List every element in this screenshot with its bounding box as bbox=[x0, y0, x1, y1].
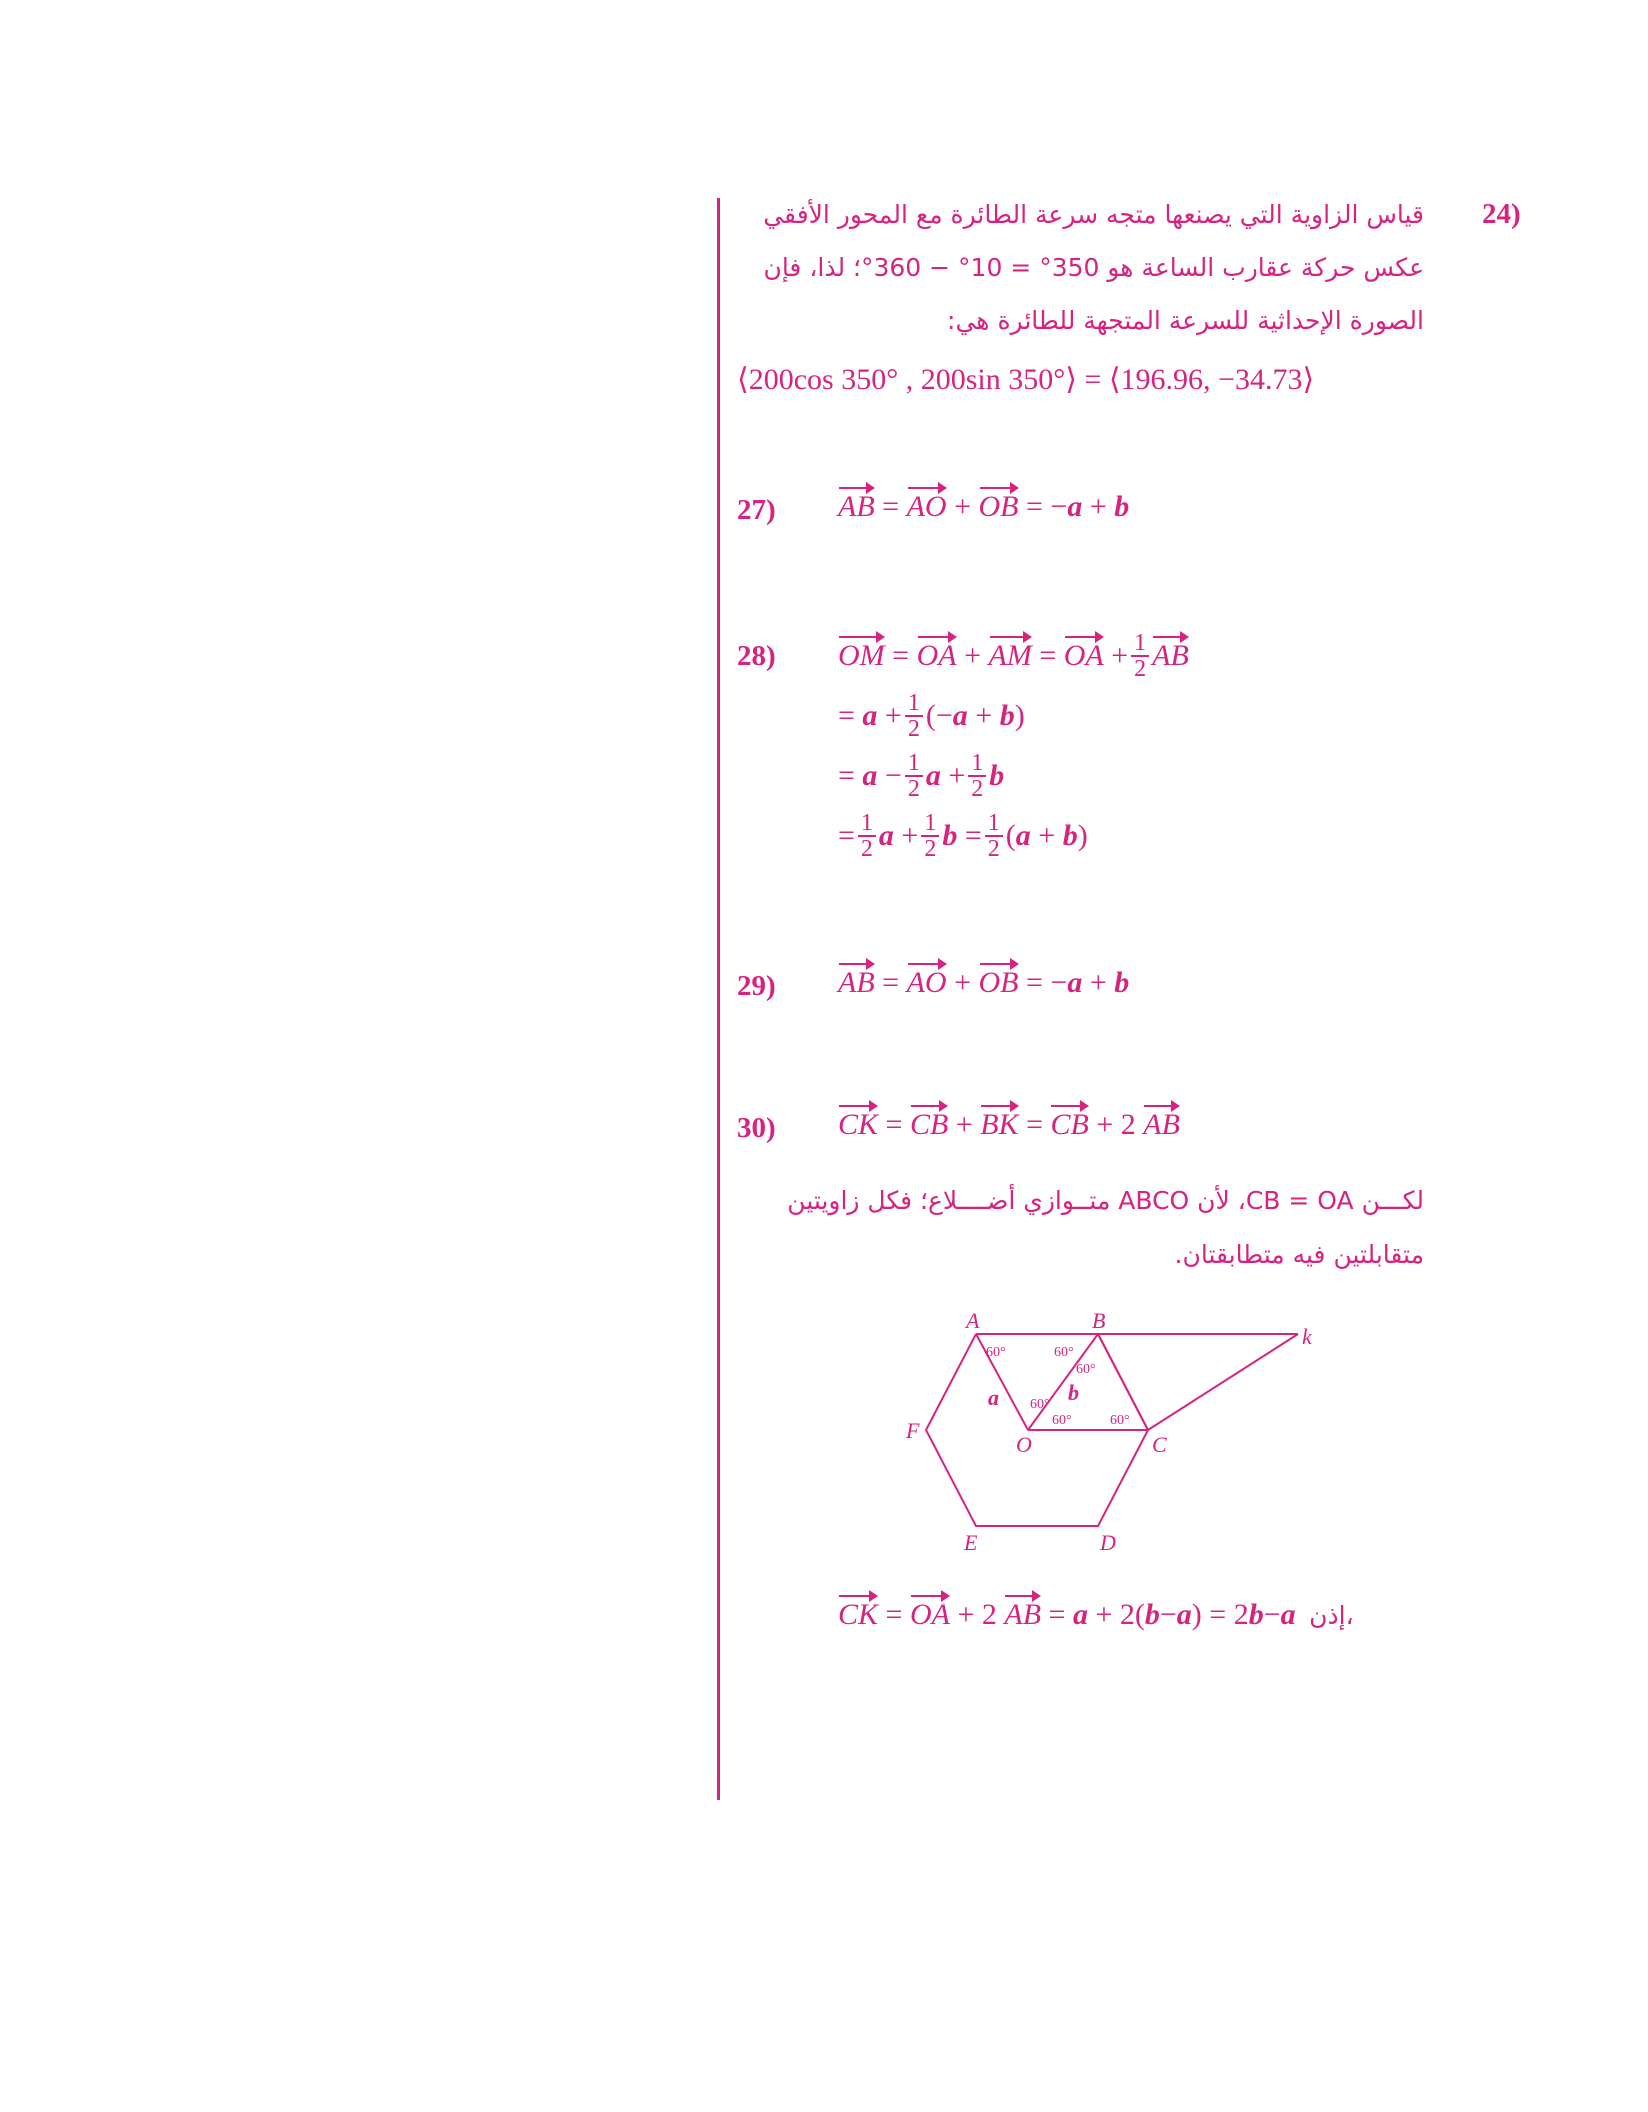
label-k: k bbox=[1302, 1324, 1312, 1349]
angle-label: 60° bbox=[1110, 1413, 1130, 1428]
label-E: E bbox=[964, 1530, 978, 1555]
margin-rule bbox=[717, 198, 720, 1800]
label-C: C bbox=[1152, 1432, 1167, 1457]
label-B: B bbox=[1092, 1308, 1106, 1333]
problem-30-text-line2: متقابلتين فيه متطابقتان. bbox=[1174, 1240, 1424, 1269]
problem-28-derivation: OM = OA + AM = OA + $\frac{1}{2}$ AB = a + $\frac{1}{2}$ (− a + b ) = a − $\frac{1}{2}$ a + $\frac{1}{2}$ b = $\frac{1}{2}$ a + $\frac{1}{2}$ b = $\frac{1}{2}$ ( a + b ) bbox=[838, 630, 1189, 862]
problem-27-number: 27) bbox=[737, 494, 776, 526]
label-A: A bbox=[966, 1308, 980, 1333]
conclusion-prefix: إذن، bbox=[1309, 1601, 1354, 1630]
label-F: F bbox=[906, 1418, 920, 1443]
problem-30-equation: CK = CB + BK = CB + 2 AB bbox=[838, 1108, 1180, 1141]
angle-label: 60° bbox=[1054, 1345, 1074, 1360]
problem-28-number: 28) bbox=[737, 640, 776, 672]
angle-label: 60° bbox=[1052, 1413, 1072, 1428]
problem-30-number: 30) bbox=[737, 1112, 776, 1144]
hexagon-figure bbox=[890, 1300, 1340, 1570]
problem-24-text-line3: الصورة الإحداثية للسرعة المتجهة للطائرة هي: bbox=[947, 306, 1424, 335]
problem-24-text-line1: قياس الزاوية التي يصنعها متجه سرعة الطائرة مع المحور الأفقي bbox=[763, 200, 1424, 229]
problem-30-text-line1: لكـــن CB = OA، لأن ABCO متــوازي أضــــلاع؛ فكل زاويتين bbox=[787, 1186, 1424, 1215]
problem-24-result: ⟨200cos 350° , 200sin 350°⟩ = ⟨196.96, −34.73⟩ bbox=[737, 363, 1315, 396]
side-label-b: b bbox=[1068, 1380, 1079, 1405]
angle-label: 60° bbox=[1030, 1397, 1050, 1412]
problem-29-number: 29) bbox=[737, 970, 776, 1002]
label-D: D bbox=[1100, 1530, 1116, 1555]
angle-label: 60° bbox=[986, 1345, 1006, 1360]
problem-30-conclusion: CK = OA + 2 AB = a + 2(b−a) = 2b−a إذن، bbox=[838, 1598, 1354, 1631]
label-O: O bbox=[1016, 1432, 1032, 1457]
problem-24-text-line2: عكس حركة عقارب الساعة هو 350° = 10° − 360°؛ لذا، فإن bbox=[763, 253, 1424, 282]
problem-27-equation: AB = AO + OB = −a + b bbox=[838, 490, 1130, 523]
side-label-a: a bbox=[988, 1385, 999, 1410]
angle-label: 60° bbox=[1076, 1362, 1096, 1377]
problem-29-equation: AB = AO + OB = −a + b bbox=[838, 966, 1130, 999]
problem-24-number: 24) bbox=[1482, 198, 1521, 230]
